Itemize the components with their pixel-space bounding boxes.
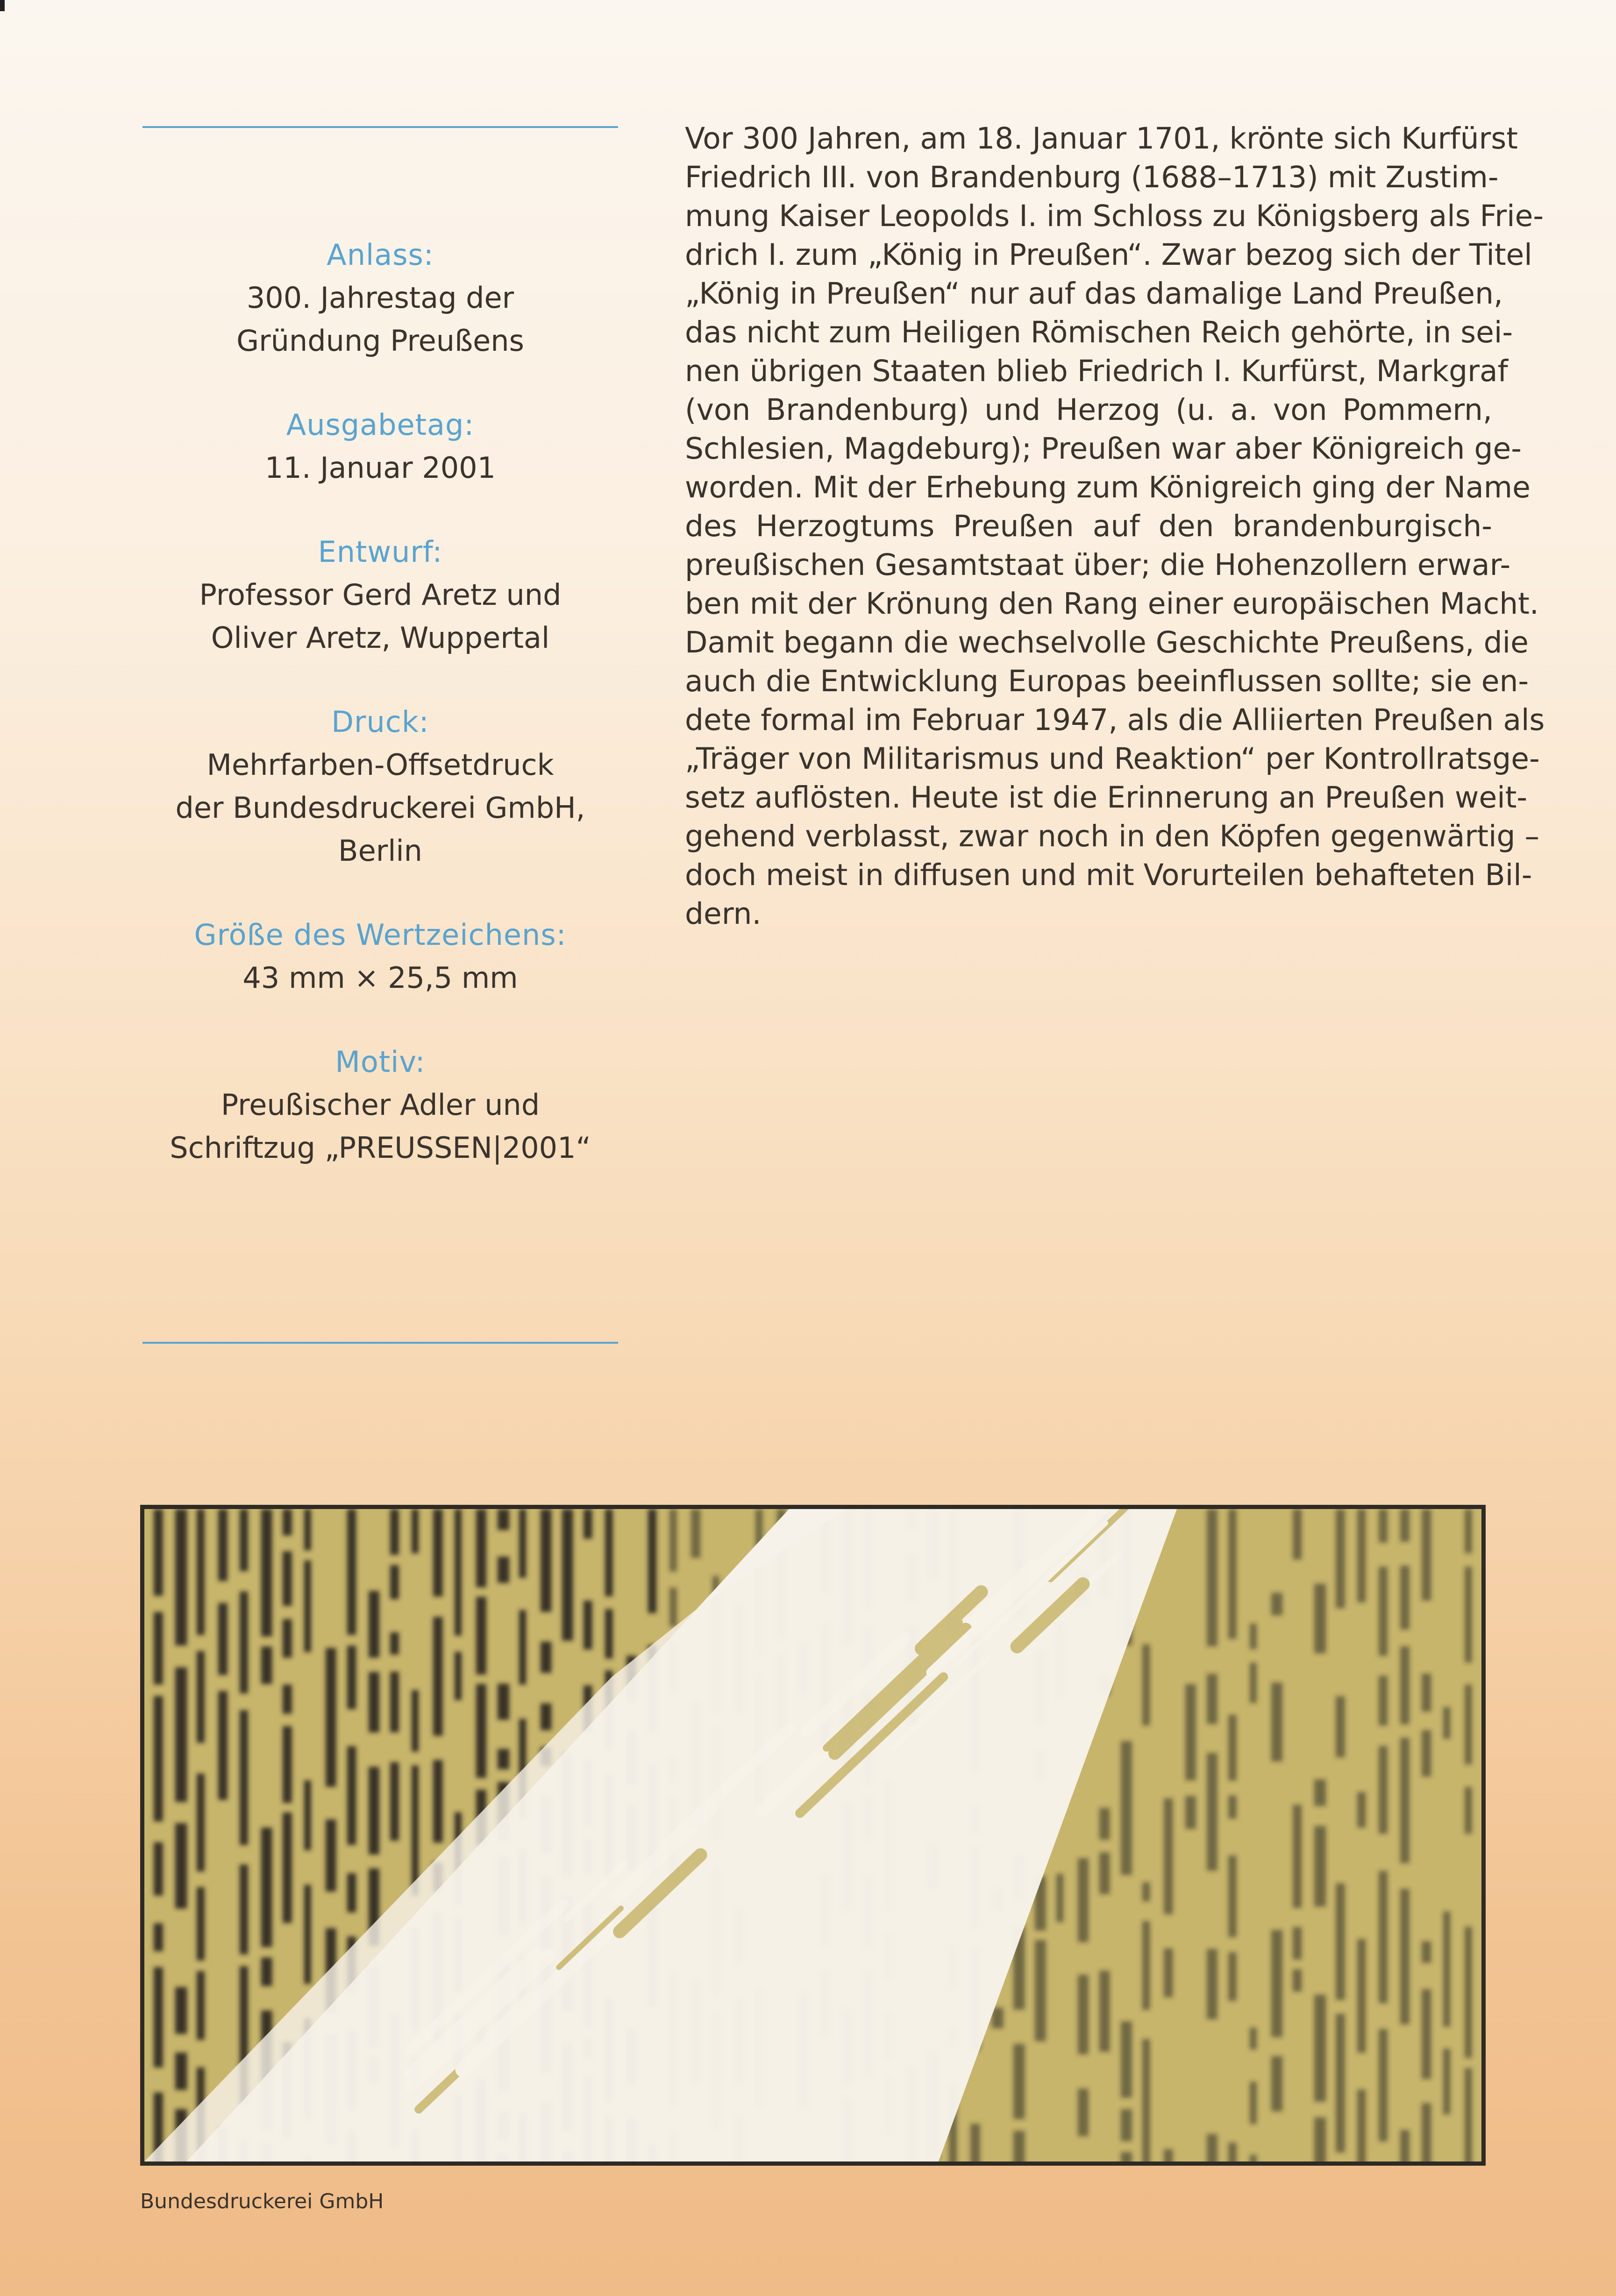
stripe-segment: [1142, 1644, 1150, 1726]
stripe-segment: [1443, 1912, 1450, 2027]
stripe-segment: [175, 1667, 187, 1802]
stripe-segment: [175, 1987, 187, 2034]
text-line: Damit begann die wechselvolle Geschichte Preußens, die: [685, 625, 1529, 659]
text-line: Vor 300 Jahren, am 18. Januar 1701, krönte sich Kurfürst: [685, 121, 1518, 156]
stripe-segment: [433, 1617, 443, 1736]
stripe-segment: [541, 1642, 551, 1673]
stripe-segment: [154, 1923, 163, 1951]
text-line: nen übrigen Staaten blieb Friedrich I. Kurfürst, Markgraf: [685, 354, 1508, 388]
stripe-segment: [541, 1703, 551, 1730]
stripe-segment: [498, 1684, 509, 1720]
stripe-segment: [562, 1509, 573, 1641]
info-block: [142, 701, 618, 872]
info-block: [142, 1041, 618, 1169]
stripe-segment: [1271, 1593, 1282, 1615]
stripe-segment: [412, 1765, 419, 1896]
stripe-segment: [175, 1823, 187, 1908]
stripe-segment: [240, 1864, 248, 1954]
stripe-segment: [1078, 2089, 1089, 2136]
stripe-segment: [1207, 1674, 1217, 1724]
info-label: Größe des Wertzeichens:: [194, 918, 567, 952]
stripe-segment: [605, 1509, 613, 1596]
stripe-segment: [197, 1651, 205, 1743]
stripe-segment: [1164, 2149, 1173, 2161]
stripe-segment: [1207, 1753, 1217, 1871]
stripe-segment: [1228, 1795, 1237, 1819]
stripe-segment: [369, 1672, 379, 1732]
stripe-segment: [283, 1726, 292, 1803]
text-line: mung Kaiser Leopolds I. im Schloss zu Königsberg als Frie-: [685, 199, 1544, 233]
text-line: Schlesien, Magdeburg); Preußen war aber Königreich ge-: [685, 432, 1522, 466]
stripe-segment: [283, 1685, 292, 1714]
info-value: 11. Januar 2001: [264, 451, 496, 485]
stripe-segment: [1465, 1566, 1472, 1662]
stripe-segment: [498, 1749, 509, 1769]
stripe-segment: [1293, 1927, 1302, 1960]
stripe-segment: [1379, 1676, 1388, 1726]
stripe-segment: [1465, 1509, 1472, 1553]
stripe-segment: [412, 1509, 419, 1553]
info-label: Entwurf:: [318, 535, 443, 569]
info-value: der Bundesdruckerei GmbH,: [175, 791, 585, 825]
stripe-segment: [1400, 1889, 1410, 2024]
stripe-segment: [1099, 1808, 1110, 1840]
stripe-segment: [326, 1648, 336, 1786]
stripe-segment: [218, 1603, 228, 1675]
stripe-segment: [1228, 1509, 1237, 1639]
stripe-segment: [154, 1509, 163, 1596]
stripe-segment: [1185, 1684, 1196, 1780]
info-value: 43 mm × 25,5 mm: [242, 961, 518, 995]
stripe-segment: [1422, 1942, 1431, 1963]
stripe-segment: [1357, 1792, 1366, 1828]
text-line: des Herzogtums Preußen auf den brandenburgisch-: [685, 509, 1492, 543]
stripe-segment: [1228, 2143, 1237, 2161]
stripe-segment: [175, 2053, 187, 2090]
stamp-motif-graphic: [144, 1509, 1481, 2161]
info-value: Schriftzug „PREUSSEN|2001“: [170, 1131, 591, 1165]
info-value: 300. Jahrestag der: [246, 281, 514, 315]
info-value: Preußischer Adler und: [221, 1088, 540, 1122]
stripe-segment: [1271, 1682, 1282, 1761]
stripe-segment: [1121, 2152, 1132, 2161]
stripe-segment: [1250, 2082, 1257, 2124]
stripe-segment: [1250, 2155, 1257, 2161]
info-value: Mehrfarben-Offsetdruck: [206, 748, 554, 782]
stripe-segment: [455, 1652, 462, 1700]
stripe-segment: [1422, 1989, 1431, 2079]
stripe-segment: [1013, 2131, 1025, 2161]
stripe-segment: [1228, 1856, 1237, 1937]
stripe-segment: [1293, 1970, 1302, 1992]
stripe-segment: [1379, 1746, 1388, 1834]
stripe-segment: [691, 1509, 700, 1558]
stamp-image: [140, 1505, 1486, 2166]
info-block: [142, 531, 618, 659]
text-line: setz auflösten. Heute ist die Erinnerung an Preußen weit-: [685, 780, 1528, 815]
stripe-segment: [1121, 2021, 1132, 2098]
info-value: Professor Gerd Aretz und: [199, 578, 562, 612]
stripe-segment: [347, 1509, 356, 1635]
stripe-segment: [1293, 1509, 1302, 1559]
stripe-segment: [1314, 1995, 1326, 2102]
stripe-segment: [1293, 1805, 1302, 1908]
stripe-segment: [1465, 1927, 1472, 2058]
stripe-segment: [1465, 1787, 1472, 1834]
credit-line: Bundesdruckerei GmbH: [140, 2190, 384, 2213]
stripe-segment: [1336, 1696, 1345, 1757]
stripe-segment: [476, 1597, 486, 1675]
stripe-segment: [347, 1646, 356, 1709]
stripe-segment: [1250, 1663, 1257, 1703]
stripe-segment: [1121, 1741, 1132, 1875]
stripe-segment: [390, 1565, 399, 1599]
stripe-segment: [261, 1509, 272, 1637]
stripe-segment: [1185, 1796, 1196, 1829]
text-line: preußischen Gesamtstaat über; die Hohenzollern erwar-: [685, 548, 1511, 582]
stripe-segment: [412, 1690, 419, 1752]
stripe-segment: [584, 1601, 592, 1649]
stripe-segment: [498, 1509, 509, 1530]
stripe-segment: [390, 1509, 399, 1555]
stripe-segment: [1142, 1882, 1150, 1901]
info-label: Ausgabetag:: [286, 408, 475, 442]
info-label: Druck:: [331, 705, 429, 739]
stripe-segment: [261, 1828, 272, 1947]
stripe-segment: [240, 1710, 248, 1845]
stripe-segment: [390, 1632, 399, 1655]
stripe-segment: [240, 1592, 248, 1694]
stripe-segment: [369, 1767, 379, 1855]
stripe-segment: [648, 1509, 656, 1613]
stripe-segment: [197, 1971, 205, 2040]
text-line: das nicht zum Heiligen Römischen Reich gehörte, in sei-: [685, 315, 1513, 349]
stripe-segment: [433, 1509, 443, 1596]
info-value: Berlin: [338, 834, 422, 868]
stripe-segment: [1099, 1852, 1110, 1894]
stripe-segment: [476, 1509, 486, 1587]
stripe-segment: [1357, 2090, 1366, 2161]
text-line: dete formal im Februar 1947, als die Alliierten Preußen als: [685, 703, 1545, 737]
stripe-segment: [1314, 1584, 1326, 1653]
stripe-segment: [1314, 2117, 1326, 2161]
stripe-segment: [1035, 1940, 1046, 2041]
stripe-segment: [1379, 1509, 1388, 1543]
stripe-segment: [154, 1612, 163, 1684]
stripe-segment: [1357, 1939, 1366, 2053]
info-block: [142, 914, 618, 999]
stripe-segment: [283, 1509, 292, 1536]
stripe-segment: [1142, 1921, 1150, 2010]
stripe-segment: [1422, 1730, 1431, 1777]
stripe-segment: [1400, 2130, 1410, 2161]
stripe-segment: [283, 1551, 292, 1606]
stripe-segment: [498, 1557, 509, 1583]
info-block: [142, 234, 618, 362]
stamp-info-column: [142, 234, 618, 1211]
stripe-segment: [175, 1509, 187, 1645]
stripe-segment: [519, 1509, 526, 1578]
stripe-segment: [1400, 1738, 1410, 1863]
history-text: [685, 119, 1545, 933]
stripe-segment: [1400, 1566, 1410, 1630]
bottom-divider: [142, 1342, 618, 1344]
stripe-segment: [1078, 1858, 1089, 1942]
text-line: (von Brandenburg) und Herzog (u. a. von Pommern,: [685, 393, 1492, 427]
stripe-segment: [669, 1509, 677, 1572]
stripe-segment: [240, 1509, 248, 1571]
stripe-segment: [1314, 1779, 1326, 1806]
stripe-segment: [197, 1773, 205, 1871]
info-value: Gründung Preußens: [236, 324, 524, 358]
stripe-segment: [1164, 1799, 1173, 1914]
stripe-segment: [261, 1957, 272, 1986]
stripe-segment: [304, 1560, 311, 1652]
stripe-segment: [1271, 1930, 1282, 2037]
stripe-segment: [1422, 2103, 1431, 2161]
stripe-segment: [1465, 2068, 1472, 2161]
stripe-segment: [476, 1684, 486, 1778]
text-line: gehend verblasst, zwar noch in den Köpfen gegenwärtig –: [685, 819, 1539, 853]
stripe-segment: [304, 1780, 311, 1850]
text-line: „Träger von Militarismus und Reaktion“ per Kontrollratsge-: [685, 742, 1540, 776]
stripe-segment: [519, 1610, 526, 1685]
text-line: drich I. zum „König in Preußen“. Zwar bezog sich der Titel: [685, 238, 1532, 272]
stripe-segment: [1336, 2014, 1345, 2153]
text-line: dern.: [685, 897, 762, 931]
stripe-segment: [1271, 2056, 1282, 2111]
stripe-segment: [1357, 1509, 1366, 1602]
stripe-segment: [970, 2124, 980, 2161]
info-value: Oliver Aretz, Wuppertal: [211, 621, 550, 655]
stripe-segment: [1013, 2044, 1025, 2119]
stripe-segment: [455, 1509, 462, 1636]
text-line: auch die Entwicklung Europas beeinflussen sollte; sie en-: [685, 664, 1529, 698]
info-block: [142, 404, 618, 489]
stripe-segment: [1379, 1871, 1388, 2003]
stripe-segment: [1465, 1685, 1472, 1765]
stripe-segment: [390, 1672, 399, 1732]
stripe-segment: [154, 1696, 163, 1821]
stripe-segment: [1207, 1509, 1217, 1646]
stripe-segment: [1422, 1673, 1431, 1712]
stripe-segment: [1379, 1567, 1388, 1656]
corner-mark: [0, 0, 5, 11]
text-line: „König in Preußen“ nur auf das damalige Land Preußen,: [685, 276, 1503, 311]
stripe-segment: [1314, 1826, 1326, 1906]
stripe-segment: [1443, 2049, 1450, 2114]
stripe-segment: [541, 1509, 551, 1612]
stripe-segment: [197, 1887, 205, 1961]
stripe-segment: [1099, 1970, 1110, 2052]
text-line: doch meist in diffusen und mit Vorurteilen behafteten Bil-: [685, 858, 1532, 892]
stripe-segment: [1422, 1509, 1431, 1601]
stripe-segment: [1443, 1707, 1450, 1739]
stripe-segment: [1207, 2134, 1217, 2161]
stripe-segment: [1228, 1952, 1237, 2001]
stripe-segment: [218, 1691, 228, 1800]
stripe-segment: [261, 1646, 272, 1684]
stripe-segment: [304, 1885, 311, 1984]
stripe-segment: [304, 1509, 311, 1550]
stripe-segment: [1164, 1949, 1173, 1997]
stripe-segment: [1207, 1949, 1217, 2019]
stripe-segment: [584, 1509, 592, 1539]
stripe-segment: [1400, 1646, 1410, 1724]
text-line: Friedrich III. von Brandenburg (1688–1713) mit Zustim-: [685, 160, 1499, 194]
stripe-segment: [433, 1760, 443, 1842]
stripe-segment: [347, 1746, 356, 1845]
stripe-segment: [1379, 2029, 1388, 2141]
stripe-segment: [1056, 1874, 1063, 1922]
stripe-segment: [347, 1873, 356, 1913]
stripe-segment: [1228, 1715, 1237, 1781]
stripe-segment: [390, 1762, 399, 1841]
stripe-segment: [1142, 2039, 1150, 2161]
stripe-segment: [326, 1820, 336, 1892]
stripe-segment: [283, 1813, 292, 1923]
stripe-segment: [1400, 1509, 1410, 1542]
text-line: worden. Mit der Erhebung zum Königreich ging der Name: [685, 470, 1531, 504]
stripe-segment: [218, 1509, 228, 1581]
stripe-segment: [1250, 1623, 1257, 1649]
stripe-segment: [1336, 1509, 1345, 1608]
info-label: Motiv:: [335, 1045, 426, 1079]
stripe-segment: [1336, 1884, 1345, 2000]
stripe-segment: [154, 1967, 163, 2068]
stripe-segment: [1078, 1975, 1089, 2054]
stripe-segment: [283, 1619, 292, 1658]
stripe-segment: [154, 1842, 163, 1896]
stripe-segment: [369, 1591, 379, 1658]
stripe-segment: [669, 1587, 677, 1626]
stripe-segment: [1250, 2027, 1257, 2049]
info-label: Anlass:: [327, 238, 434, 272]
stripe-segment: [605, 1609, 613, 1658]
stripe-segment: [1121, 2109, 1132, 2141]
text-line: ben mit der Krönung den Rang einer europäischen Macht.: [685, 587, 1539, 621]
top-divider: [142, 126, 618, 128]
stripe-segment: [197, 1509, 205, 1635]
